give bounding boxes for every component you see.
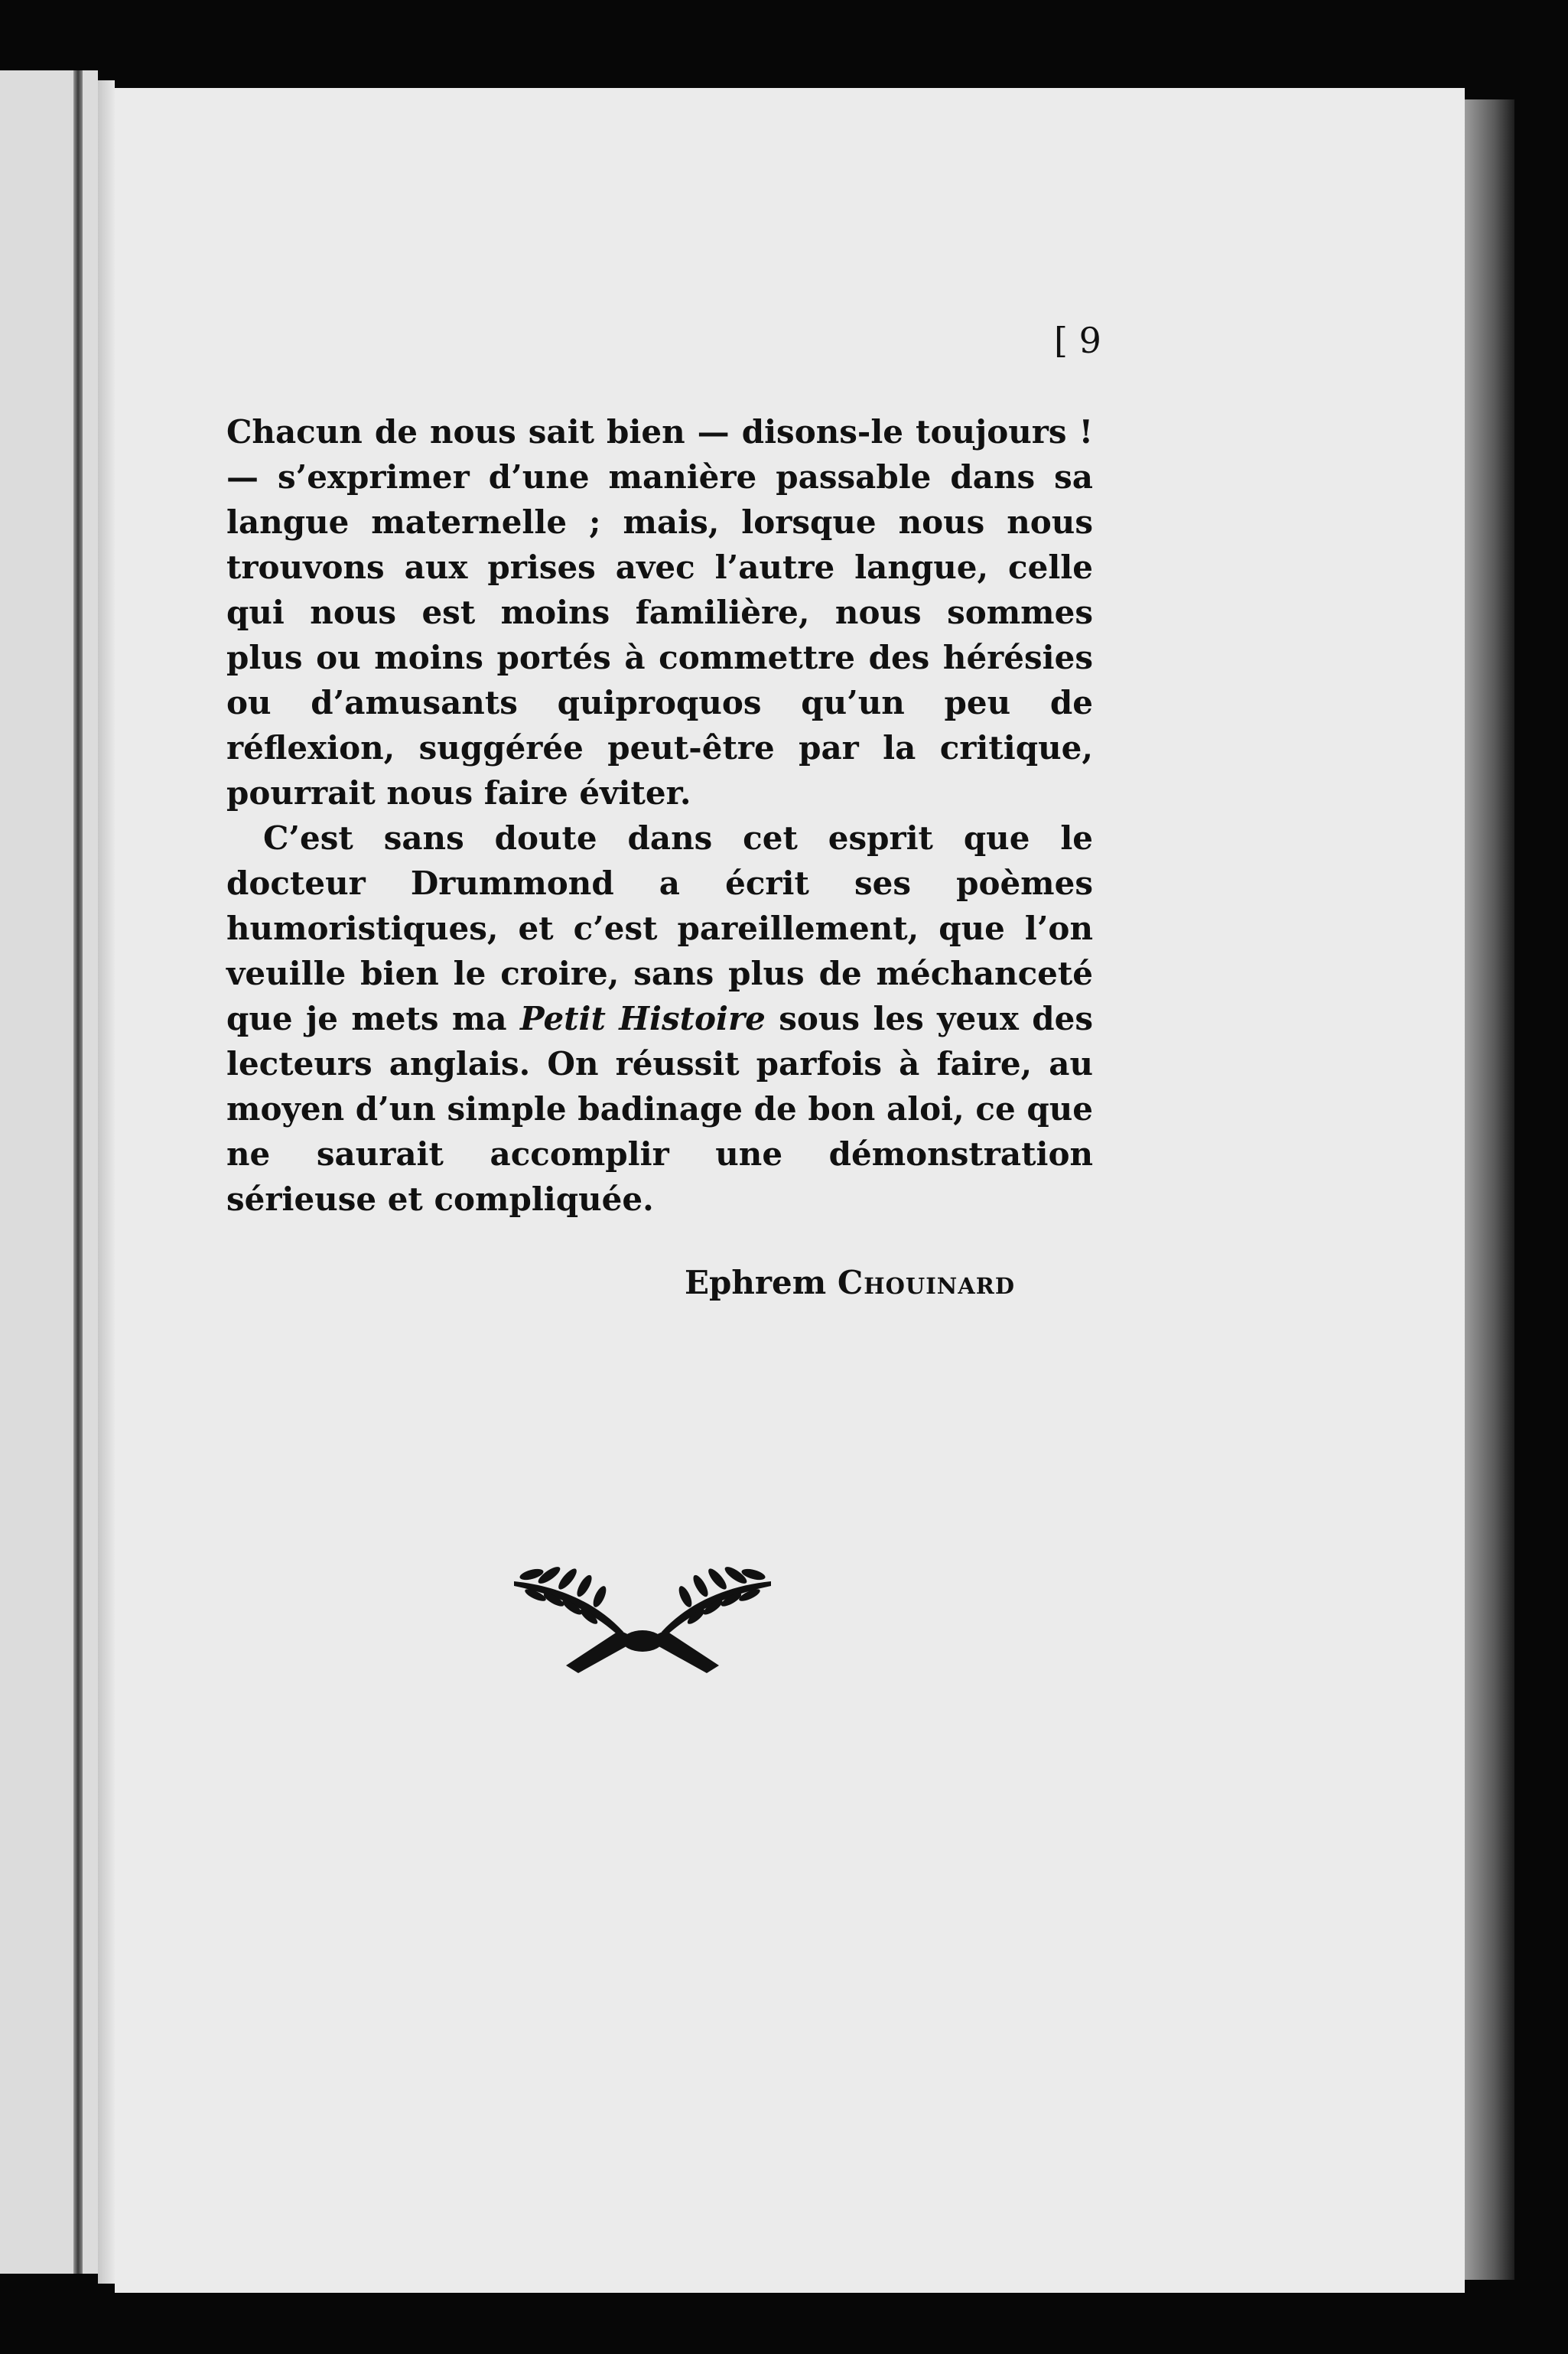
body-text [226,409,1093,1222]
laurel-branches-ornament-icon [505,1564,780,1679]
left-page-edge [0,70,98,2274]
gutter [98,80,115,2284]
author-surname: Chouinard [837,1264,1016,1301]
paragraph-2 [226,816,1093,1222]
author-first-name: Ephrem [685,1264,827,1301]
author-signature [685,1264,1015,1301]
page-number: [ 9 [1054,320,1101,361]
paragraph-2-text-start: C’est sans doute dans cet esprit que le docteur Drummond a écrit ses poèmes humoristiques, et c’est pareillement, que l’on veuille bien le croire, sans plus de méchanceté que je mets ma [226,819,1093,1037]
paragraph-1: Chacun de nous sait bien — disons-le toujours ! — s’exprimer d’une manière passable dans sa langue maternelle ; mais, lorsque nous nous trouvons aux prises avec l’autre langue, celle qui nous est moins familière, nous sommes plus ou moins portés à commettre des hérésies ou d’amusants quiproquos qu’un peu de réflexion, suggérée peut-être par la critique, pourrait nous faire éviter. [226,413,1093,812]
binding-edge [73,70,83,2274]
page-edge-shadow [1465,99,1514,2280]
book-title: Petit Histoire [519,1000,766,1037]
paragraph-2-text-end: sous les yeux des lecteurs anglais. On réussit parfois à faire, au moyen d’un simple badinage de bon aloi, ce que ne saurait accomplir une démonstration sérieuse et compliquée. [226,1000,1093,1218]
